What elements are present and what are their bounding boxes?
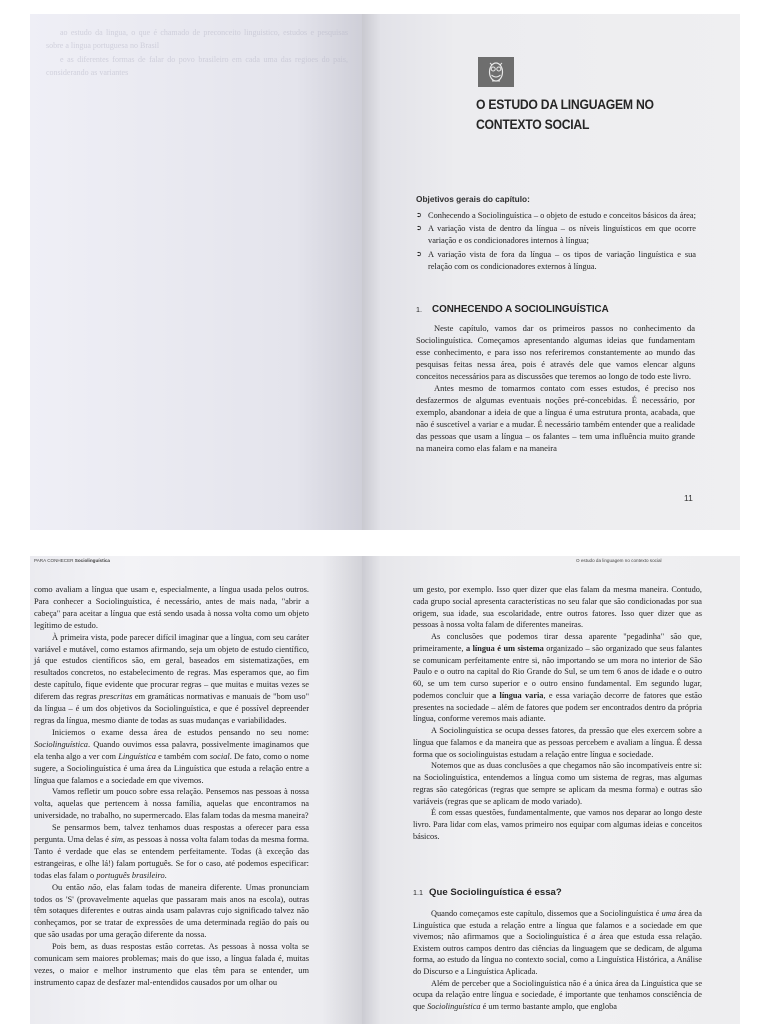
paragraph — [34, 632, 309, 727]
subsection-heading — [413, 887, 562, 898]
top-left-page — [30, 14, 362, 530]
paragraph: Neste capítulo, vamos dar os primeiros passos no conhecimento da Sociolinguística. Começamos apresentando algumas ideias que fundamentam esse conhecimento, e para isso nos referiremos constantemente ao mundo das pesquisas feitas nessa área, pois é através dele que vamos elencar alguns conceitos necessários para as discussões que teremos ao longo de todo este livro. — [416, 323, 695, 381]
text-run: é um termo bastante amplo, que engloba — [480, 1001, 617, 1011]
paragraph: Antes mesmo de tomarmos contato com esses estudos, é preciso nos desfazermos de algumas eventuais noções pré-concebidas. É necessário, por exemplo, abandonar a ideia de que a língua é uma estrutura pronta, acabada, que não é suscetível a variar e a mudar. É necessário também entender que a realidade das pessoas que usam a língua – os falantes – tem uma influência muito grande na maneira como elas falam e na maneira — [416, 382, 695, 453]
objectives-list — [416, 210, 696, 274]
objectives-title: Objetivos gerais do capítulo: — [416, 194, 530, 204]
chapter-title-line: CONTEXTO SOCIAL — [476, 117, 590, 133]
text-run: , as pessoas à nossa volta falam todas da mesma forma. Tanto é verdade que elas se entendem perfeitamente. Todas (à exceção das estrangeiras, e olhe lá!) falam português. Se for o caso, até podemos especificar: todas elas falam o — [34, 835, 309, 880]
text-run: Iniciemos o exame dessa área de estudos pensando no seu nome: — [52, 727, 309, 737]
paragraph: É com essas questões, fundamentalmente, que vamos nos deparar ao longo deste livro. Para lidar com elas, vamos primeiro nos equipar com algumas ideias e conceitos básicos. — [413, 808, 702, 841]
paragraph: Notemos que as duas conclusões a que chegamos não são incompatíveis entre si: na Sociolinguística, entendemos a língua como um sistema de regras, mas algumas regras são categóricas (regras que sempre se aplicam da mesma forma) e outras são variáveis (regras que se aplicam de modo variado). — [413, 761, 702, 806]
objective-text: Conhecendo a Sociolinguística – o objeto de estudo e conceitos básicos da área; — [428, 211, 696, 220]
text-run: , e essa variação decorre de fatores que estão presentes na sociedade – além de fatores que podem ser encontrados dentro da própria língua, conforme veremos mais adiante. — [413, 690, 702, 724]
arrow-bullet-icon: ➲ — [416, 211, 422, 219]
paragraph — [34, 882, 309, 942]
arrow-bullet-icon: ➲ — [416, 249, 422, 258]
italic-run: sim — [111, 835, 123, 845]
running-head-prefix: PARA CONHECER — [34, 558, 74, 563]
body-text — [416, 323, 695, 454]
text-run: e também com — [155, 751, 210, 761]
section-number: 1. — [416, 305, 422, 314]
italic-run: Linguística — [118, 751, 156, 761]
owl-icon — [478, 57, 514, 87]
section-title: CONHECENDO A SOCIOLINGUÍSTICA — [432, 304, 609, 315]
italic-run: português brasileiro — [96, 870, 165, 880]
objective-text: A variação vista de fora da língua – os tipos de variação linguística e sua relação com os condicionadores externos à língua. — [428, 249, 696, 271]
objective-text: A variação vista de dentro da língua – os níveis linguísticos em que ocorre variação e os condicionadores internos à língua; — [428, 224, 696, 246]
paragraph — [34, 822, 309, 882]
text-run: Quando começamos este capítulo, dissemos que a Sociolinguística é — [431, 909, 662, 918]
bold-run: a língua varia — [492, 690, 544, 700]
italic-run: uma — [661, 909, 676, 918]
text-run: organizado – são organizado que seus falantes se comunicam perfeitamente entre si, não importando se um mora no interior de São Paulo e o outro na capital do Rio Grande do Sul, se um tem 6 anos de idade e o outro 60, se um tem curso superior e o outro ensino fundamental. Em segundo lugar, podemos concluir que — [413, 643, 703, 700]
chapter-title — [476, 95, 691, 135]
text-run: área da Linguística que estuda a relação entre a língua que falamos e a sociedade em que vivemos; não afirmamos que a Sociolinguística é — [413, 909, 702, 942]
text-run: . Quando ouvimos essa palavra, possivelmente imaginamos que ela tenha algo a ver com — [34, 739, 309, 761]
bottom-right-body — [413, 584, 702, 843]
objective-item — [416, 249, 696, 273]
text-run: À primeira vista, pode parecer difícil imaginar que a língua, com seu caráter variável e mutável, como estamos afirmando, seja um objeto de estudo científico, já que estudos científicos são, em geral, baseados em sistematizações, em resultados concretos, no estabelecimento de regras. Mas esperamos que, ao fim deste capítulo, fique evidente que procurar regras – que muitas e muitas vezes se diferem das regras — [34, 632, 309, 702]
text-run: Ou então — [52, 882, 88, 892]
text-run: , elas falam todas de maneira diferente. Umas pronunciam todos os 'S' (provavelmente aquelas que passaram mais anos na escola), outras têm sotaques diferentes e outras ainda usam palavras cujo significado talvez não conheçamos, por se tratar de expressões de uma determinada região do país ou que são usadas por uma geração diferente da nossa. — [34, 882, 310, 940]
paragraph: A Sociolinguística se ocupa desses fatores, da pressão que eles exercem sobre a língua que falamos e da maneira que as pessoas percebem e avaliam a língua. É dessa forma que os sociolinguistas estudam a relação entre língua e sociedade. — [413, 726, 702, 759]
paragraph — [34, 727, 309, 787]
text-run: em gramáticas normativas e manuais de "bom uso" da língua – é um dos objetivos da Sociolinguística, e que é possível depreender regras da língua, mesmo diante de todas as suas mudanças e variabilidades. — [34, 692, 309, 725]
italic-run: Sociolinguística — [427, 1001, 481, 1011]
bold-run: a língua é um sistema — [465, 643, 544, 653]
text-run: As conclusões que podemos tirar dessa aparente "pegadinha" são que, primeiramente, — [413, 632, 702, 653]
paragraph — [413, 908, 702, 978]
paragraph: Vamos refletir um pouco sobre essa relação. Pensemos nas pessoas à nossa volta, aquelas que pertencem à nossa família, aquelas que encontramos na universidade, no trabalho, no supermercado. Elas falam todas da mesma maneira? — [34, 787, 309, 821]
text-run: área que estuda essa relação. Existem outros campos dentro das ciências da linguagem que se dedicam, de alguma forma, ao estudo da língua no contexto social, como a Linguística Histórica, a Análise do Discurso e a Linguística Aplicada. — [413, 932, 702, 976]
chapter-title-line: O ESTUDO DA LINGUAGEM NO — [476, 97, 654, 113]
italic-run: a — [591, 932, 596, 942]
text-run: . — [164, 870, 167, 880]
running-head-title: Sociolinguística — [74, 558, 110, 563]
bottom-right-body-2 — [413, 908, 702, 1012]
section-heading — [416, 304, 609, 315]
arrow-bullet-icon: ➲ — [416, 224, 422, 233]
subsection-title: Que Sociolinguística é essa? — [429, 887, 562, 898]
italic-run: prescritas — [99, 692, 133, 702]
text-run: Além de perceber que a Sociolinguística não é a única área da Linguística que se ocupa da relação entre língua e sociedade, é importante que tenhamos consciência de que — [413, 978, 702, 1011]
paragraph: um gesto, por exemplo. Isso quer dizer que elas falam da mesma maneira. Contudo, cada grupo social apresenta características no seu falar que são condicionadas por sua origem, sua idade, sua escolaridade, entre outros fatores. Isso quer dizer que as pessoas à nossa volta falam de diferentes maneiras. — [413, 585, 702, 630]
italic-run: social — [209, 751, 230, 761]
running-head-left — [34, 558, 110, 563]
running-head-right: O estudo da linguagem no contexto social — [576, 558, 662, 563]
paragraph: como avaliam a língua que usam e, especialmente, a língua usada pelos outros. Para conhecer a Sociolinguística, é necessário, antes de mais nada, "abrir a cabeça" para aceitar a língua que está sendo usada à nossa volta como um objeto legítimo de estudo. — [34, 585, 309, 630]
bleed-through-line: ao estudo da lingua, o que é chamado de preconceito linguistico, estudos e pesquisas sobre a lingua portuguesa no Brasil — [46, 28, 348, 51]
bleed-through-text — [46, 26, 348, 80]
bleed-through-line: e as diferentes formas de falar do povo brasileiro em cada uma das regioes do pais, considerando as variantes — [46, 54, 348, 78]
paragraph — [413, 631, 702, 725]
text-run: . De fato, como o nome sugere, a Sociolinguística é uma área da Linguística que estuda a relação entre a língua que falamos e a sociedade em que vivemos. — [34, 751, 309, 785]
text-run: Se pensarmos bem, talvez tenhamos duas respostas a oferecer para essa pergunta. Uma delas é — [34, 823, 309, 845]
paragraph — [413, 978, 702, 1013]
subsection-number: 1.1 — [413, 888, 423, 897]
bottom-left-body — [34, 584, 309, 989]
objective-item — [416, 223, 696, 247]
objective-item — [416, 210, 696, 222]
italic-run: não — [87, 882, 101, 892]
page-number: 11 — [684, 493, 693, 503]
paragraph: Pois bem, as duas respostas estão corretas. As pessoas à nossa volta se comunicam sem maiores problemas; mais do que isso, a língua falada é, muitas vezes, o maior e melhor instrumento que elas têm para se entender, um instrumento capaz de desfazer mal-entendidos causados por um olhar ou — [34, 942, 309, 987]
italic-run: Sociolinguística — [34, 739, 88, 749]
